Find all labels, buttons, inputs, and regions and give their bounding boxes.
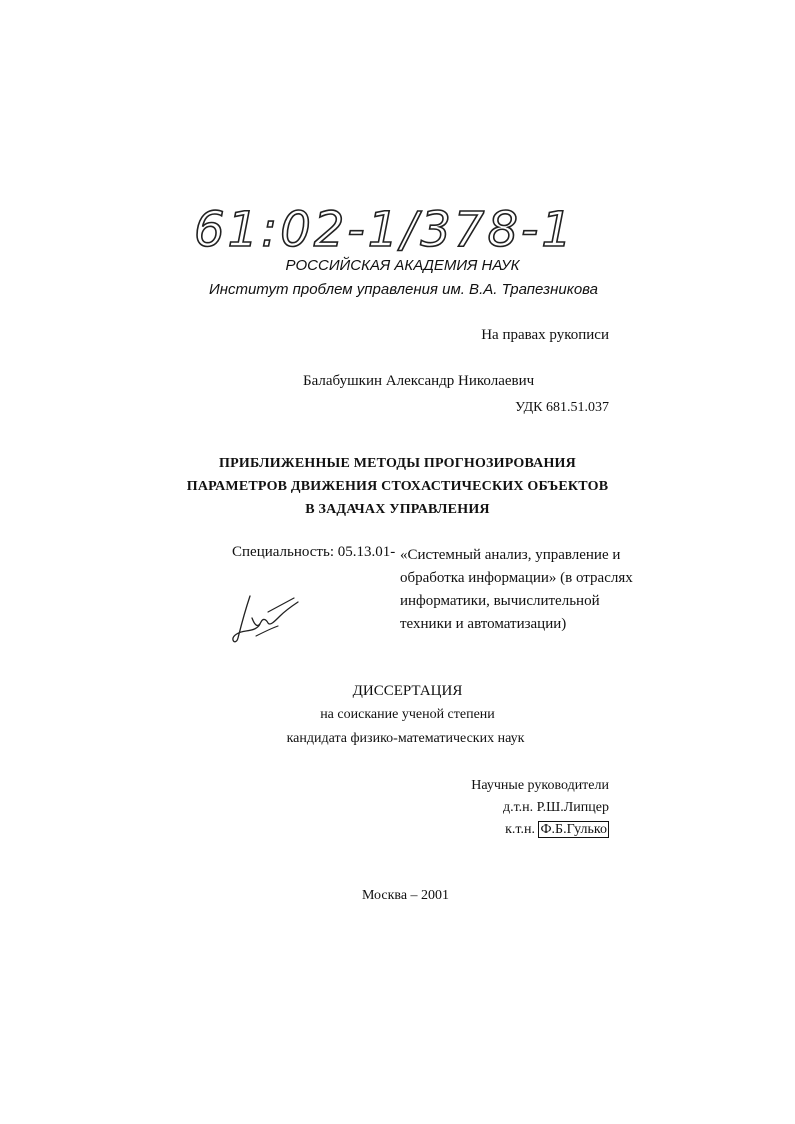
supervisors-heading: Научные руководители (471, 778, 609, 793)
supervisor-second (471, 819, 609, 841)
author-signature (228, 588, 300, 646)
institute-name: Институт проблем управления им. В.А. Трапезникова (208, 281, 599, 298)
supervisor-first: д.т.н. Р.Ш.Липцер (502, 800, 609, 815)
specialty-description-line: информатики, вычислительной (400, 593, 600, 609)
dissertation-degree: кандидата физико-математических наук (286, 731, 525, 746)
dissertation-heading: ДИССЕРТАЦИЯ (352, 683, 463, 699)
handwritten-catalog-text: 61:02-1/378-1 (194, 202, 575, 258)
udk-code: УДК 681.51.037 (515, 400, 609, 415)
specialty-description (400, 544, 633, 636)
specialty-description-line: техники и автоматизации) (400, 616, 567, 632)
title-line: ПРИБЛИЖЕННЫЕ МЕТОДЫ ПРОГНОЗИРОВАНИЯ (219, 456, 576, 471)
title-line: В ЗАДАЧАХ УПРАВЛЕНИЯ (305, 502, 490, 517)
supervisor-second-prefix: к.т.н. (505, 822, 535, 837)
manuscript-rights-note: На правах рукописи (481, 327, 609, 343)
handwritten-catalog-number (192, 196, 575, 260)
supervisors-block (471, 775, 609, 841)
dissertation-purpose: на соискание ученой степени (320, 707, 495, 722)
author-name: Балабушкин Александр Николаевич (303, 373, 535, 389)
supervisor-second-name: Ф.Б.Гулько (540, 822, 607, 837)
city-year: Москва – 2001 (361, 888, 450, 903)
dissertation-title (0, 452, 795, 521)
academy-name: РОССИЙСКАЯ АКАДЕМИЯ НАУК (285, 257, 520, 274)
title-line: ПАРАМЕТРОВ ДВИЖЕНИЯ СТОХАСТИЧЕСКИХ ОБЪЕКТОВ (186, 479, 609, 494)
specialty-description-line: «Системный анализ, управление и (400, 547, 621, 563)
specialty-label: Специальность: 05.13.01- (232, 544, 396, 560)
specialty-description-line: обработка информации» (в отраслях (400, 570, 633, 586)
